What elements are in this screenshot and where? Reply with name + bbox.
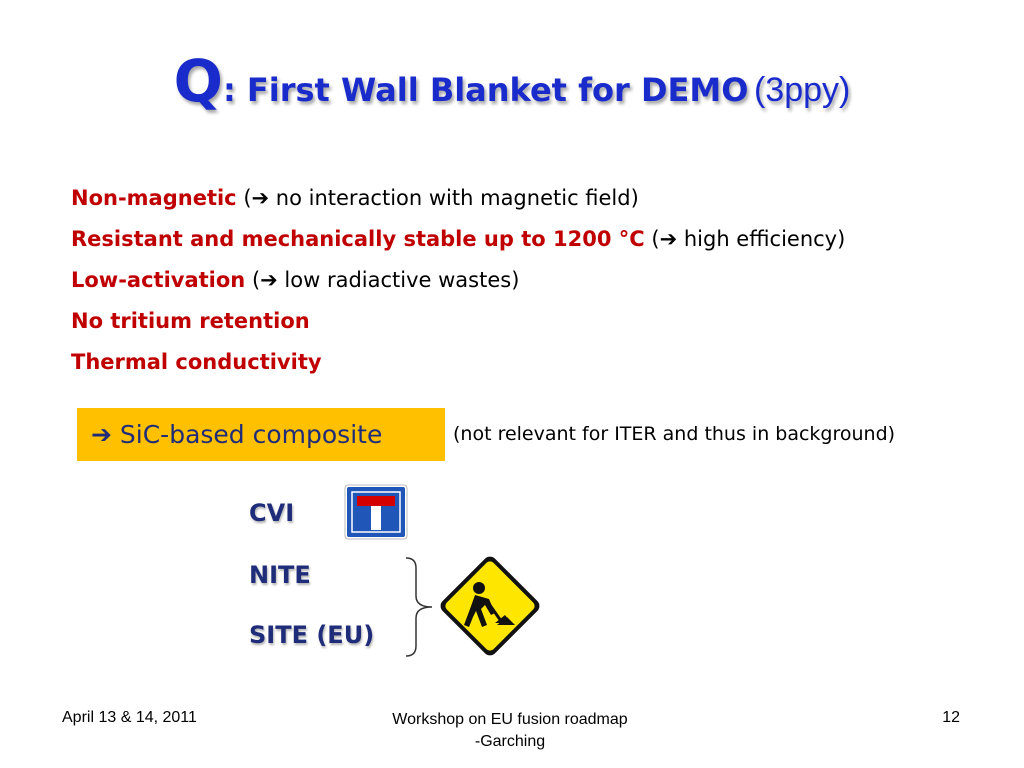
property-item: Low-activation (➔ low radiactive wastes) xyxy=(71,268,520,292)
method-site: SITE (EU) xyxy=(249,621,375,649)
arrow-right-icon: ➔ xyxy=(251,186,270,210)
footer-date: April 13 & 14, 2011 xyxy=(62,709,197,726)
arrow-right-icon: ➔ xyxy=(91,420,112,449)
title-main: : First Wall Blanket for DEMO xyxy=(222,71,749,109)
footer-event-line1: Workshop on EU fusion roadmap xyxy=(392,711,628,728)
sic-label: SiC-based composite xyxy=(119,420,383,449)
property-key: Low-activation xyxy=(71,268,246,292)
property-key: Non-magnetic xyxy=(71,186,237,210)
property-key: Resistant and mechanically stable up to 1200 °C xyxy=(71,227,645,251)
dead-end-road-sign-icon xyxy=(344,484,408,540)
footer-event xyxy=(340,709,680,753)
sic-note: (not relevant for ITER and thus in background) xyxy=(453,423,896,445)
method-cvi: CVI xyxy=(249,499,295,527)
sic-composite-box xyxy=(77,408,445,461)
footer-event-line2: -Garching xyxy=(474,733,546,750)
road-works-sign-icon xyxy=(435,551,545,661)
method-nite: NITE xyxy=(249,561,311,589)
slide-title xyxy=(0,47,1024,115)
title-ppy: (3ppy) xyxy=(753,71,851,109)
property-key: Thermal conductivity xyxy=(71,350,322,374)
property-note: low radiactive wastes) xyxy=(277,268,520,292)
title-q: Q xyxy=(173,47,223,115)
arrow-right-icon: ➔ xyxy=(659,227,678,251)
property-note: high efficiency) xyxy=(677,227,846,251)
property-item: Non-magnetic (➔ no interaction with magnetic field) xyxy=(71,186,639,210)
curly-brace-icon xyxy=(402,556,436,658)
page-number: 12 xyxy=(942,709,960,726)
property-item xyxy=(71,347,971,388)
property-item xyxy=(71,306,971,347)
property-key: No tritium retention xyxy=(71,309,310,333)
property-list xyxy=(71,183,971,388)
arrow-right-icon: ➔ xyxy=(260,268,278,292)
property-note: no interaction with magnetic field) xyxy=(269,186,639,210)
property-item: Resistant and mechanically stable up to 1200 °C (➔ high efficiency) xyxy=(71,227,846,251)
